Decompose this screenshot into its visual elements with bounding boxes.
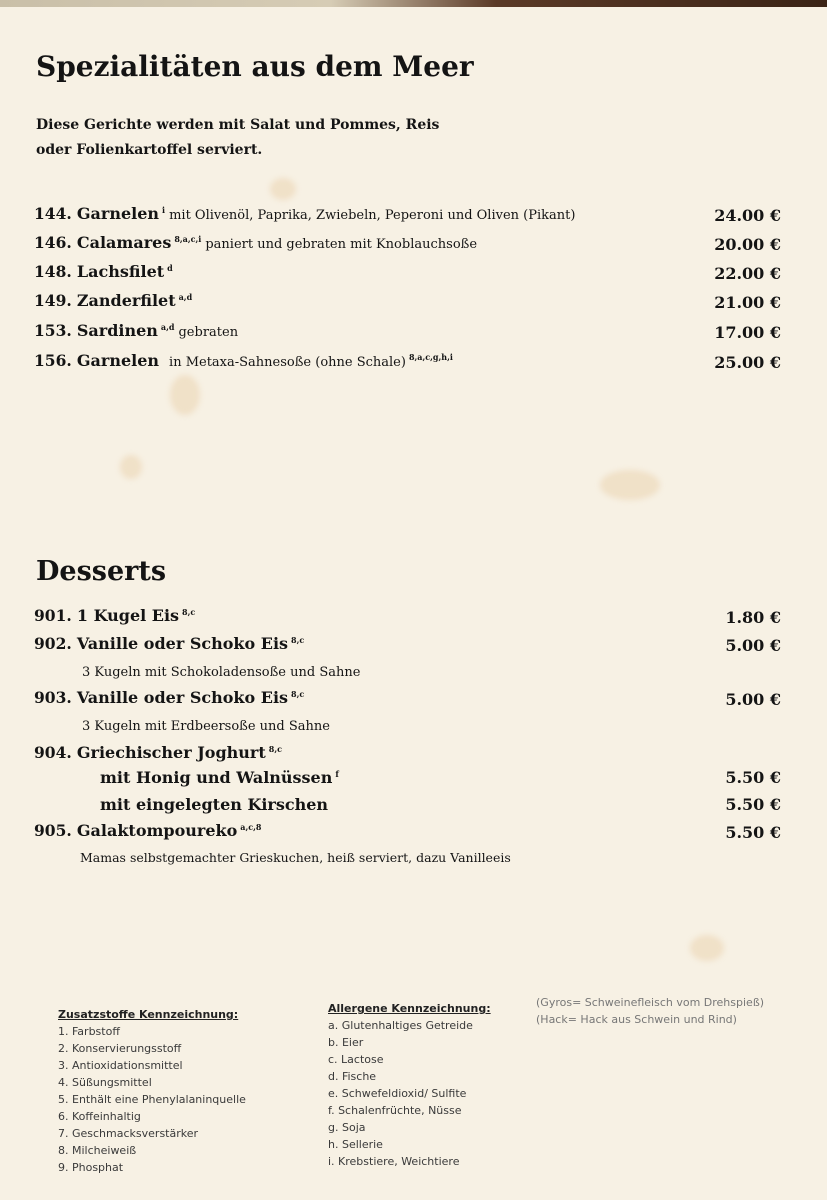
item-allergens: 8,a,c,i (174, 233, 202, 244)
item-name: Griechischer Joghurt (76, 743, 266, 762)
item-description: gebraten (178, 325, 239, 340)
item-allergens: 8,c (268, 743, 282, 754)
legend-entry: 6. Koffeinhaltig (58, 1110, 141, 1123)
allergens-title: Allergene Kennzeichnung: (328, 1002, 491, 1015)
menu-item (34, 634, 781, 662)
menu-item (34, 606, 781, 634)
legend-entry: 9. Phosphat (58, 1161, 124, 1174)
section-title-sea: Spezialitäten aus dem Meer (36, 50, 474, 83)
item-number: 149. (34, 291, 72, 310)
paper-stain (600, 470, 660, 500)
item-price: 5.00 € (725, 636, 781, 655)
item-allergens: 8,c (291, 688, 305, 699)
legend-entry: 3. Antioxidationsmittel (58, 1059, 183, 1072)
item-name: Vanille oder Schoko Eis (76, 634, 289, 653)
legend-entry: 8. Milcheiweiß (58, 1144, 137, 1157)
item-number: 153. (34, 321, 72, 340)
menu-item (34, 262, 781, 290)
item-allergens: d (167, 262, 173, 273)
item-number: 148. (34, 262, 72, 281)
item-number: 905. (34, 821, 72, 840)
menu-item (34, 291, 781, 319)
note-hack: (Hack= Hack aus Schwein und Rind) (536, 1013, 737, 1026)
item-name: Galaktompoureko (76, 821, 238, 840)
item-price: 21.00 € (714, 293, 781, 312)
item-allergens: f (335, 768, 339, 779)
item-allergens: 8,c (182, 606, 196, 617)
item-description: 3 Kugeln mit Erdbeersoße und Sahne (82, 719, 330, 734)
menu-item (34, 321, 781, 349)
paper-stain (690, 935, 724, 961)
meat-notes (536, 994, 764, 1028)
item-number: 903. (34, 688, 72, 707)
legend-entry: d. Fische (328, 1070, 377, 1083)
item-allergens: i (162, 204, 166, 215)
intro-line-1: Diese Gerichte werden mit Salat und Pommes, Reis (36, 117, 440, 133)
item-description: mit Olivenöl, Paprika, Zwiebeln, Peperoni und Oliven (Pikant) (169, 208, 576, 223)
item-description: in Metaxa-Sahnesoße (ohne Schale) (169, 355, 406, 370)
sea-intro (36, 113, 439, 163)
menu-item (34, 351, 781, 379)
item-allergens: 8,a,c,g,h,i (408, 351, 453, 362)
paper-stain (270, 178, 296, 200)
item-description: Mamas selbstgemachter Grieskuchen, heiß serviert, dazu Vanilleeis (80, 850, 511, 865)
legend-entry: 2. Konservierungsstoff (58, 1042, 182, 1055)
paper-stain (170, 375, 200, 415)
legend-entry: 5. Enthält eine Phenylalaninquelle (58, 1093, 246, 1106)
menu-item (34, 233, 781, 261)
item-allergens: a,c,8 (240, 821, 262, 832)
item-allergens: a,d (178, 291, 193, 302)
paper-stain (120, 455, 142, 479)
item-name: Calamares (76, 233, 172, 252)
section-title-desserts: Desserts (36, 556, 167, 587)
item-name: 1 Kugel Eis (76, 606, 180, 625)
item-description: paniert und gebraten mit Knoblauchsoße (205, 237, 478, 252)
item-price: 17.00 € (714, 323, 781, 342)
item-number: 144. (34, 204, 72, 223)
item-name: Garnelen (76, 204, 160, 223)
item-price: 25.00 € (714, 353, 781, 372)
legend-entry: g. Soja (328, 1121, 366, 1134)
legend-entry: a. Glutenhaltiges Getreide (328, 1019, 473, 1032)
item-allergens: a,d (160, 321, 175, 332)
item-name: Vanille oder Schoko Eis (76, 688, 289, 707)
item-name: Garnelen (76, 351, 160, 370)
menu-item (34, 204, 781, 232)
item-number: 902. (34, 634, 72, 653)
item-allergens: 8,c (291, 634, 305, 645)
item-price: 22.00 € (714, 264, 781, 283)
legend-entry: e. Schwefeldioxid/ Sulfite (328, 1087, 467, 1100)
menu-item (34, 688, 781, 716)
menu-sub-item (34, 768, 781, 794)
option-label: mit eingelegten Kirschen (100, 795, 329, 814)
legend-entry: f. Schalenfrüchte, Nüsse (328, 1104, 462, 1117)
item-price: 20.00 € (714, 235, 781, 254)
legend-entry: i. Krebstiere, Weichtiere (328, 1155, 460, 1168)
legend-entry: c. Lactose (328, 1053, 384, 1066)
note-gyros: (Gyros= Schweinefleisch vom Drehspieß) (536, 996, 765, 1009)
legend-entry: 1. Farbstoff (58, 1025, 120, 1038)
legend-entry: h. Sellerie (328, 1138, 383, 1151)
menu-item (34, 743, 781, 771)
item-number: 901. (34, 606, 72, 625)
additives-legend (58, 1006, 246, 1176)
item-price: 5.00 € (725, 690, 781, 709)
allergens-legend (328, 1000, 491, 1170)
item-name: Sardinen (76, 321, 158, 340)
legend-entry: 7. Geschmacksverstärker (58, 1127, 199, 1140)
item-name: Lachsfilet (76, 262, 165, 281)
additives-title: Zusatzstoffe Kennzeichnung: (58, 1008, 239, 1021)
item-number: 904. (34, 743, 72, 762)
intro-line-2: oder Folienkartoffel serviert. (36, 142, 263, 158)
menu-item (34, 821, 781, 849)
item-number: 156. (34, 351, 72, 370)
item-name: Zanderfilet (76, 291, 176, 310)
option-label: mit Honig und Walnüssen (100, 768, 333, 787)
item-number: 146. (34, 233, 72, 252)
legend-entry: 4. Süßungsmittel (58, 1076, 152, 1089)
item-price: 5.50 € (725, 795, 781, 814)
legend-entry: b. Eier (328, 1036, 364, 1049)
item-description: 3 Kugeln mit Schokoladensoße und Sahne (82, 665, 361, 680)
item-price: 5.50 € (725, 768, 781, 787)
item-price: 24.00 € (714, 206, 781, 225)
top-edge (0, 0, 827, 7)
item-price: 5.50 € (725, 823, 781, 842)
menu-sub-item (34, 795, 781, 821)
item-price: 1.80 € (725, 608, 781, 627)
